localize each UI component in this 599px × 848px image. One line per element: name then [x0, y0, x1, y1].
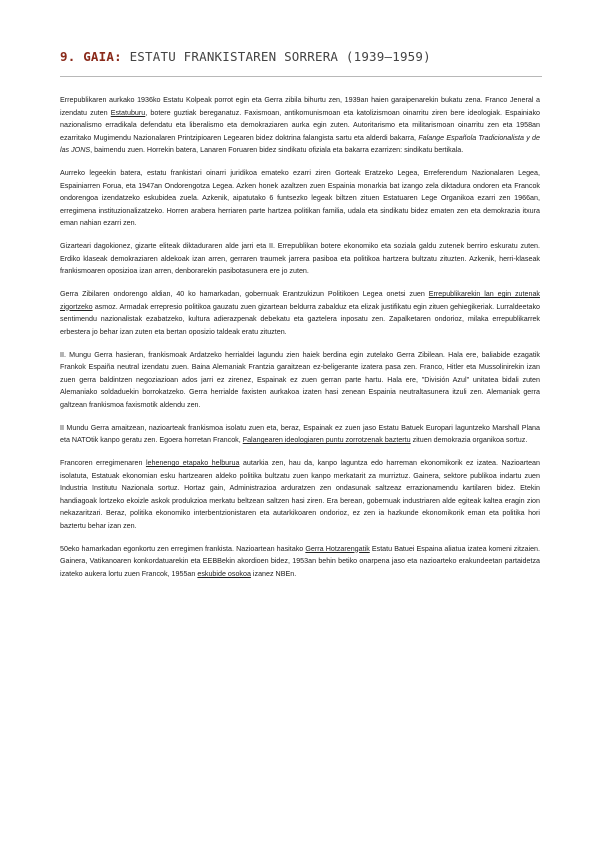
paragraph-5: II. Mungu Gerra hasieran, frankismoak Ardatzeko herrialdei lagundu zien haiek berdina egin zutelako Gerra Zibilean. Hala ere, baliabide ezagatik Frankok Espaiña neutral izendatu zuen. Baina Alemaniak Frantzia garaitzean ez-beligerante izatera pasa zen. Franco, Hitler eta Mussolinirekin izan zuen gerra baldintzen negoziazioan ados jarri ez zirenez, Espainak ez zuen gerran parte hartu. Hala ere, "División Azul" unitatea bidali zuten Alemaniako soldaduekin borrokatzeko. Gerra herrialde faxisten aurkakoa izaten hasi zenean Espainia neutraltasunera itzuli zen. Alemaniak gerra galtzean frankismoa faxismotik aldendu zen.	[60, 350, 540, 409]
paragraph-1	[60, 94, 540, 157]
underlined-term: lehenengo etapako helburua	[145, 459, 240, 467]
underlined-term: Falangearen ideologiaren puntu zorrotzenak baztertu	[242, 436, 411, 444]
page-title	[60, 49, 540, 64]
paragraph-3: Gizarteari dagokionez, gizarte eliteak diktaduraren alde jarri eta II. Errepublikan botere ekonomiko eta soziala galdu zutenek berriro eskuratu zuten. Erdiko klaseak demokraziaren aldekoak izan arren, gerraren traumek jarrera pasiboa eta politikoa hartzera bultzatu zituzten. Azkenik, herri-klaseak frankismoaren oposizioa izan arren, denborarekin pasibotasunera ere jo zuten.	[60, 242, 540, 275]
paragraph-6	[60, 422, 540, 447]
title-number: 9.	[60, 49, 76, 64]
paragraph-text: II Mundu Gerra amaitzean, nazioarteak frankismoa isolatu zuen eta, beraz, Espainak ez zuen jaso Estatu Batuek Europari laguntzeko Marshall Plana eta NATOtik kanpo geratu zen. Egoera horretan Francok,	[60, 423, 540, 444]
paragraph-text: asmoz. Armadak errepresio politikoa gauzatu zuen gizartean beldurra zabalduz eta elizak justifikatu egin zituen gehiegikeriak. Lurraldeetako sentimendu nazionalistak ezabatzeko, kultura adierazpenak debekatu eta gaztelera inposatu zen. Zapalketaren ondorioz, milaka errepublikarrek erbestera jo behar izan zuten eta bertan oposizio taldeak eratu zituzten.	[60, 302, 540, 336]
paragraph-text: , baimendu zuen. Horrekin batera, Lanaren Foruaren bidez sindikatu ofiziala eta bakarra ezarrizen: sindikatu bertikala.	[90, 146, 464, 154]
title-gaia: GAIA	[83, 49, 115, 64]
paragraph-2: Aurreko legeekin batera, estatu frankistari oinarri juridikoa emateko ezarri ziren Gorteak Eratzeko Legea, Erreferendum Nazionalaren Legea, Espainiarren Forua, eta 1947an Ondorengotza Legea. Azken honek azaltzen zuen Espainia monarkia bat izango zela diktadura ondoren eta Francok ondorengoa izendatzeko eskubidea zuela. Azkenik, aipatutako 6 funtsezko legeak biltzen zituen Estatuaren Lege Organikoa ezarri zen 1966an, erregimena instituzionalizatzeko. Horren arabera herriaren parte hartzea politikan familia, udala eta sindikatu bidez ematen zen eta demokrazia itxura eman nahian ezarri zen.	[60, 169, 540, 227]
underlined-term: Gerra Hotzarengatik	[305, 544, 370, 553]
underlined-term: Estatuburu	[110, 108, 146, 117]
paragraph-8	[60, 543, 540, 581]
paragraph-text: izanez NBEn.	[250, 569, 297, 578]
underlined-term: eskubide osokoa	[197, 569, 251, 578]
document-body	[60, 94, 540, 591]
paragraph-text: autarkia zen, hau da, kanpo laguntza edo harreman ekonomikorik ez izatea. Nazioartean isolatuta, Estatuak ekonomian esku hartzearen aldeko politika bultzatu zuen kanpo merkatarit za murriztuz. Gainera, sektore publikoa indartu zuen Industria Institutu Nazionala sortuz. Hortaz gain, Administrazioa arduratzen zen ondasunak saltzeaz errazionamendu kartilaren bidez. Etekin handiagoak lortzeko ekoizle askok produkzioa merkatu beltzean saltzen hasi ziren. Era berean, gobernuak industriaren alde egiteak kaltea eragin zion nekazaritzari. Beraz, politika ekonomiko interbentzionistaren eta autarkikoaren ondorioz, ez zen ia hazkunde ekonomikorik eman eta politika hori baztertu behar izan zen.	[60, 459, 540, 530]
paragraph-text: Estatu Batuei Espaina aliatua izatea komeni zitzaien. Gainera, Vatikanoaren konkordatuarekin eta EEBBekin akordioen bidez, 1953an behin betiko onarpena jaso eta nazioarteko erakundeetan partaidetza izateko aukera lortu zuen Francok, 1955an	[60, 544, 540, 578]
paragraph-7	[60, 457, 540, 532]
title-colon: :	[114, 49, 122, 64]
paragraph-text: , botere guztiak bereganatuz. Faxismoan, antikomunismoan eta katolizismoan oinarritu ziren bere ideologiak. Espainiako nazionalismo erradikala defendatu eta liberalismo eta demokraziaren aurka egin zuten. Autoritarismo eta militarismoan oinarritu zen eta 1958an ezarritako Mugimendu Nazionalaren Printzipioaren Legearen bidez doktrina falangista sartu eta alderdi bakarra,	[60, 108, 540, 142]
paragraph-4	[60, 288, 540, 338]
paragraph-text: Gerra Zibilaren ondorengo aldian, 40 ko hamarkadan, gobernuak Erantzukizun Politikoen Legea onetsi zuen	[60, 290, 429, 298]
paragraph-text: 50eko hamarkadan egonkortu zen erregimen frankista. Nazioartean hasitako	[60, 544, 306, 553]
underlined-term: Errepublikarekin lan egin zutenak zigortzeko	[60, 290, 540, 311]
paragraph-text: zituen demokrazia organikoa sortuz.	[410, 436, 528, 444]
italic-term: Falange Española Tradicionalista y de las JONS	[60, 133, 540, 154]
paragraph-text: Francoren erregimenaren	[60, 459, 146, 467]
title-text: ESTATU FRANKISTAREN SORRERA (1939–1959)	[129, 49, 431, 64]
title-divider	[60, 76, 542, 77]
paragraph-text: Errepublikaren aurkako 1936ko Estatu Kolpeak porrot egin eta Gerra zibila bihurtu zen, 1939an haien garaipenarekin bukatu zena. Franco Jeneral a izendatu zuten	[60, 96, 540, 117]
